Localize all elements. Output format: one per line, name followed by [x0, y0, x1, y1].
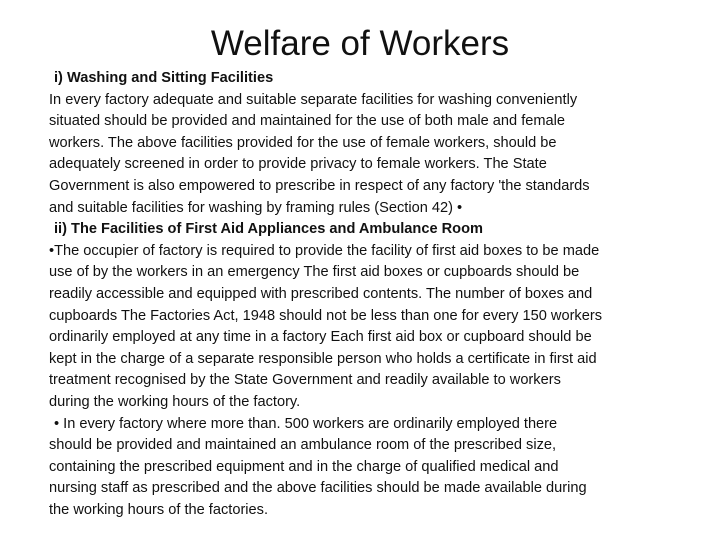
body-line: use of by the workers in an emergency The first aid boxes or cupboards should be — [49, 264, 580, 281]
body-line: situated should be provided and maintained for the use of both male and female — [49, 113, 565, 130]
body-line: cupboards The Factories Act, 1948 should not be less than one for every 150 workers — [49, 307, 602, 324]
body-line: •The occupier of factory is required to provide the facility of first aid boxes to be made — [49, 242, 600, 259]
section-heading-washing: i) Washing and Sitting Facilities — [54, 70, 274, 86]
body-line: should be provided and maintained an ambulance room of the prescribed size, — [49, 437, 557, 454]
body-line: In every factory adequate and suitable separate facilities for washing conveniently — [49, 91, 578, 108]
body-line: workers. The above facilities provided for the use of female workers, should be — [49, 134, 557, 151]
body-line: the working hours of the factories. — [49, 501, 269, 518]
body-line: treatment recognised by the State Government and readily available to workers — [49, 372, 561, 389]
body-line: during the working hours of the factory. — [49, 393, 301, 410]
body-line: and suitable facilities for washing by framing rules (Section 42) • — [49, 199, 463, 216]
slide-body — [49, 68, 689, 521]
body-line: kept in the charge of a separate responsible person who holds a certificate in first aid — [49, 350, 597, 367]
body-line: ordinarily employed at any time in a factory Each first aid box or cupboard should be — [49, 329, 592, 346]
body-line: readily accessible and equipped with prescribed contents. The number of boxes and — [49, 285, 593, 302]
body-line: nursing staff as prescribed and the above facilities should be made available during — [49, 480, 587, 497]
body-line: Government is also empowered to prescribe in respect of any factory 'the standards — [49, 177, 590, 194]
bullet-line: • In every factory where more than. 500 workers are ordinarily employed there — [54, 415, 558, 432]
body-line: adequately screened in order to provide privacy to female workers. The State — [49, 156, 547, 173]
body-line: containing the prescribed equipment and in the charge of qualified medical and — [49, 458, 559, 475]
slide-title: Welfare of Workers — [210, 24, 510, 63]
section-heading-first-aid: ii) The Facilities of First Aid Appliances and Ambulance Room — [54, 221, 483, 238]
